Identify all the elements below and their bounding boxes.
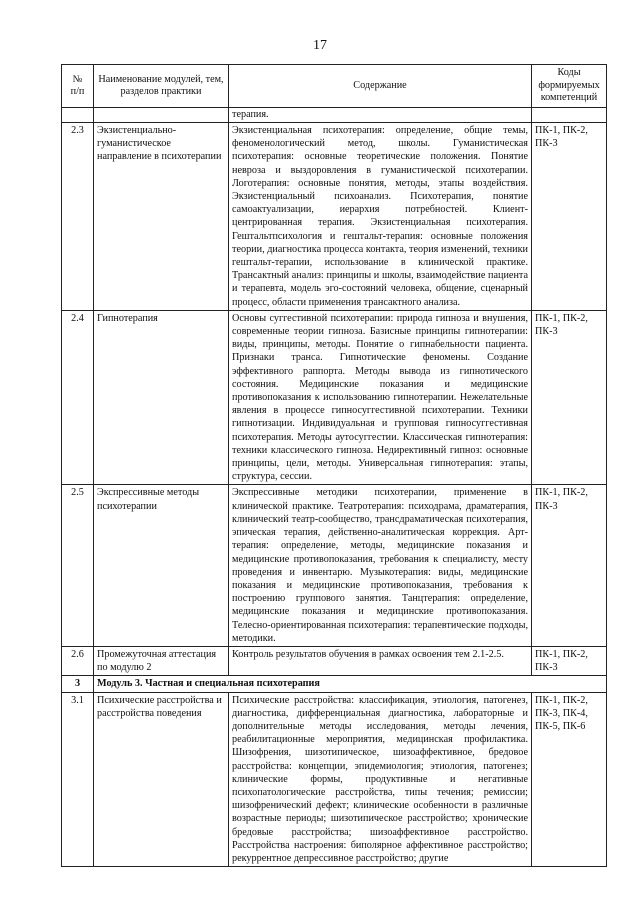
row-num: 2.3 [62,123,94,311]
row-name: Экзистенциально-гуманистическое направление в психотерапии [94,123,229,311]
continuation-text: терапия. [229,108,532,123]
page-number: 17 [313,38,327,53]
header-content: Содержание [229,65,532,108]
table-header-row [62,65,607,108]
module-row [62,676,607,692]
table-row [62,646,607,675]
module-title: Модуль 3. Частная и специальная психотерапия [94,676,607,692]
row-num: 3.1 [62,692,94,867]
row-codes: ПК-1, ПК-2, ПК-3, ПК-4, ПК-5, ПК-6 [532,692,607,867]
row-name: Промежуточная аттестация по модулю 2 [94,646,229,675]
row-codes: ПК-1, ПК-2, ПК-3 [532,310,607,485]
table-row [62,310,607,485]
row-codes: ПК-1, ПК-2, ПК-3 [532,485,607,646]
continuation-row [62,108,607,123]
row-codes: ПК-1, ПК-2, ПК-3 [532,646,607,675]
row-codes: ПК-1, ПК-2, ПК-3 [532,123,607,311]
header-codes: Коды формируемых компетенций [532,65,607,108]
row-content: Экспрессивные методики психотерапии, применение в клинической практике. Театротерапия: психодрама, драматерапия, клинический театр-сообщество, трансдраматическая психотерапия, эпическая терапия, действенно-аналитическая коррекция. Арт-терапия: определение, методы, медицинские показания и медицинские противопоказания, требования к специалисту, месту проведения и инвентарю. Музыкотерапия: виды, медицинские показания и медицинские противопоказания, требования к построению группового занятия. Танцтерапия: определение, медицинские показания и медицинские противопоказания. Телесно-ориентированная психотерапия: терапевтические подходы, методики. [229,485,532,646]
row-name: Психические расстройства и расстройства поведения [94,692,229,867]
row-content: Психические расстройства: классификация, этиология, патогенез, диагностика, дифференциальная диагностика, лабораторные и дополнительные методы исследования, методы лечения, реабилитационные мероприятия, медицинская профилактика. Шизофрения, шизотипическое, шизоаффективное, бредовое расстройства: концепции, эпидемиология; этиология, патогенез; клинические формы, продуктивные и негативные психопатологические расстройства, типы течения; ремиссии; шизофренический дефект; клинические особенности в различные возрастные периоды; шизотипическое расстройство; хронические бредовые расстройства; шизоаффективное расстройство. Расстройства настроения: биполярное аффективное расстройство; рекуррентное депрессивное расстройство; другие [229,692,532,867]
table-row [62,123,607,311]
program-table [61,64,607,867]
row-name: Экспрессивные методы психотерапии [94,485,229,646]
header-num: № п/п [62,65,94,108]
table-row [62,485,607,646]
header-name: Наименование модулей, тем, разделов практики [94,65,229,108]
row-content: Основы суггестивной психотерапии: природа гипноза и внушения, современные теории гипноза. Базисные принципы гипнотерапии: виды, принципы, методы. Понятие о гипнабельности пациента. Признаки транса. Гипнотические феномены. Создание эффективного раппорта. Методы вывода из гипнотического состояния. Медицинские показания и медицинские противопоказания к использованию гипнотерапии. Нежелательные явления в процессе гипносуггестивной психотерапии. Техники гипнотизации. Индивидуальная и групповая гипносуггестивная психотерапия. Методы аутосуггестии. Классическая гипнотерапия: техники классического гипноза. Недирективный гипноз: основные принципы, цели, методы. Универсальная гипнотерапия: этапы, структура, сессии. [229,310,532,485]
row-content: Экзистенциальная психотерапия: определение, общие темы, феноменологический метод, школы. Гуманистическая психотерапия: основные теоретические положения. Понятие невроза и выздоровления в гуманистической психотерапии. Логотерапия: основные понятия, методы, этапы воздействия. Экзистенциальный психоанализ. Психотерапия, понятие самоактуализации, иерархия потребностей. Клиент-центрированная терапия. Экзистенциальная психотерапия. Гештальтпсихология и гештальт-терапия: основные положения теории, диагностика процесса контакта, теория изменений, техники гештальт-терапии, использование в клинической практике. Трансактный анализ: принципы и школы, взаимодействие пациента и терапевта, модель эго-состояний человека, общение, сценарный процесс, области применения трансактного анализа. [229,123,532,311]
row-num: 2.6 [62,646,94,675]
module-num: 3 [62,676,94,692]
row-num: 2.5 [62,485,94,646]
row-num: 2.4 [62,310,94,485]
row-name: Гипнотерапия [94,310,229,485]
table-row [62,692,607,867]
row-content: Контроль результатов обучения в рамках освоения тем 2.1-2.5. [229,646,532,675]
